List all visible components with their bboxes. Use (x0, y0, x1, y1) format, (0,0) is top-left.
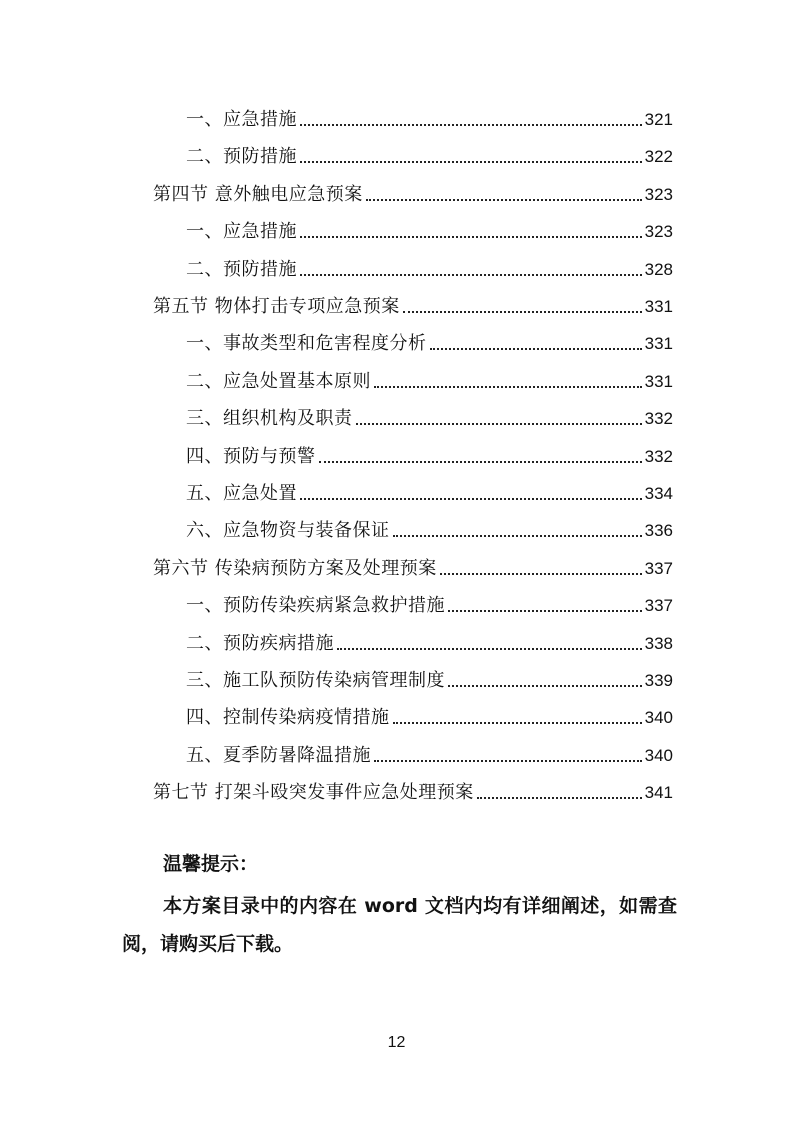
toc-entry-page: 337 (644, 596, 673, 616)
toc-entry-page: 331 (644, 334, 673, 354)
toc-entry-page: 337 (644, 558, 673, 578)
toc-dot-leader (337, 648, 642, 650)
toc-dot-leader (393, 535, 642, 537)
toc-entry[interactable] (186, 406, 673, 432)
toc-entry-title: 二、预防措施 (186, 146, 297, 168)
toc-entry-title: 六、应急物资与装备保证 (186, 520, 390, 542)
toc-entry[interactable] (186, 593, 673, 619)
toc-entry[interactable] (186, 705, 673, 731)
toc-dot-leader (300, 161, 642, 163)
toc-entry-page: 331 (644, 371, 673, 391)
toc-entry-title: 一、应急措施 (186, 109, 297, 130)
toc-entry-title: 一、预防传染疾病紧急救护措施 (186, 595, 445, 617)
toc-entry-title: 第四节 意外触电应急预案 (153, 183, 363, 205)
toc-dot-leader (300, 236, 642, 238)
toc-entry-page: 328 (644, 259, 673, 279)
toc-entry-title: 四、控制传染病疫情措施 (186, 707, 390, 729)
toc-entry-title: 五、应急处置 (186, 483, 297, 504)
toc-entry-page: 341 (644, 783, 673, 803)
toc-entry-page: 336 (644, 521, 673, 541)
toc-entry-page: 334 (644, 484, 673, 503)
toc-entry-title: 一、应急措施 (186, 221, 297, 243)
tip-heading: 温馨提示： (163, 853, 259, 875)
toc-dot-leader (430, 348, 642, 350)
toc-dot-leader (366, 199, 642, 201)
toc-dot-leader (356, 423, 642, 425)
toc-entry[interactable] (186, 743, 673, 769)
toc-entry[interactable] (153, 294, 673, 320)
toc-dot-leader (448, 610, 642, 612)
toc-entry-page: 331 (644, 297, 673, 316)
toc-entry-title: 第五节 物体打击专项应急预案 (153, 296, 400, 317)
toc-entry-page: 340 (644, 745, 673, 765)
toc-entry[interactable] (186, 144, 673, 170)
toc-entry-page: 321 (644, 110, 673, 129)
toc-entry[interactable] (186, 107, 673, 133)
toc-entry-page: 322 (644, 147, 673, 167)
toc-entry-title: 二、预防措施 (186, 258, 297, 280)
toc-entry[interactable] (186, 219, 673, 245)
toc-entry-title: 五、夏季防暑降温措施 (186, 744, 371, 766)
toc-entry[interactable] (186, 481, 673, 507)
toc-entry-title: 第七节 打架斗殴突发事件应急处理预案 (153, 782, 474, 804)
toc-entry-title: 三、组织机构及职责 (186, 408, 353, 430)
toc-entry-title: 二、预防疾病措施 (186, 632, 334, 654)
toc-dot-leader (300, 124, 642, 126)
toc-entry-title: 第六节 传染病预防方案及处理预案 (153, 557, 437, 579)
toc-entry-page: 323 (644, 222, 673, 242)
toc-entry-title: 四、预防与预警 (186, 445, 316, 467)
toc-entry[interactable] (186, 518, 673, 544)
toc-dot-leader (440, 573, 642, 575)
toc-entry[interactable] (153, 182, 673, 208)
toc-entry[interactable] (186, 369, 673, 395)
toc-entry-title: 三、施工队预防传染病管理制度 (186, 670, 445, 691)
toc-entry-title: 一、事故类型和危害程度分析 (186, 333, 427, 355)
toc-dot-leader (403, 311, 642, 313)
toc-dot-leader (477, 797, 642, 799)
toc-dot-leader (393, 722, 642, 724)
toc-entry[interactable] (186, 631, 673, 657)
page-number: 12 (387, 1034, 406, 1051)
toc-dot-leader (319, 461, 642, 463)
toc-dot-leader (300, 498, 642, 500)
tip-body: 本方案目录中的内容在 word 文档内均有详细阐述，如需查阅，请购买后下载。 (122, 895, 677, 955)
toc-entry[interactable] (153, 780, 673, 806)
toc-dot-leader (374, 386, 642, 388)
toc-dot-leader (300, 274, 642, 276)
toc-entry-page: 323 (644, 184, 673, 204)
toc-entry[interactable] (186, 668, 673, 694)
toc-entry-page: 332 (644, 409, 673, 429)
toc-entry[interactable] (186, 257, 673, 283)
toc-entry-page: 338 (644, 633, 673, 653)
toc-entry[interactable] (153, 556, 673, 582)
toc-dot-leader (374, 760, 642, 762)
toc-entry[interactable] (186, 331, 673, 357)
toc-entry-page: 339 (644, 671, 673, 690)
toc-entry-page: 332 (644, 446, 673, 466)
toc-entry[interactable] (186, 444, 673, 470)
toc-dot-leader (448, 685, 642, 687)
toc-entry-title: 二、应急处置基本原则 (186, 370, 371, 392)
toc-entry-page: 340 (644, 708, 673, 728)
